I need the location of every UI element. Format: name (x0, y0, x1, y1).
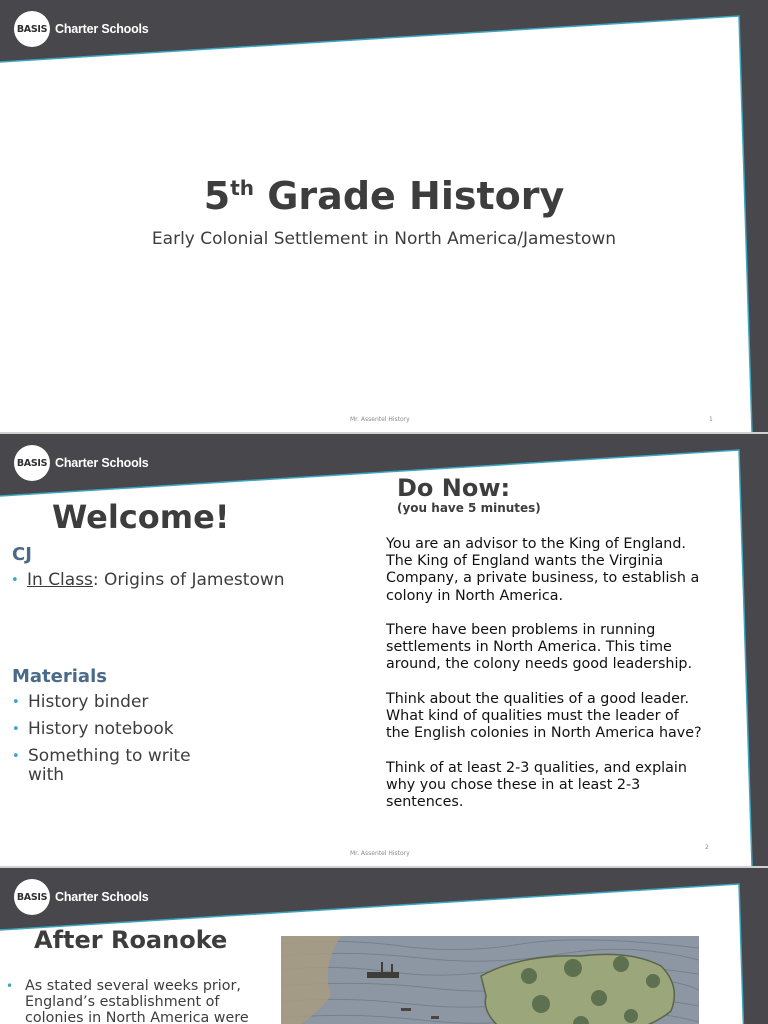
title-text: Grade History (254, 174, 565, 218)
material-label: History binder (28, 692, 149, 712)
prompt-paragraph-2 (386, 622, 726, 674)
footer-teacher: Mr. Assentel History (350, 850, 410, 857)
slide-title: After Roanoke (34, 926, 228, 954)
do-now-title: Do Now: (397, 474, 511, 502)
bullet-icon: • (12, 749, 20, 764)
bullet-line: England’s establishment of (25, 994, 220, 1010)
prompt-paragraph-1 (386, 536, 726, 605)
roanoke-bullet (25, 978, 265, 1024)
material-item (12, 746, 191, 766)
slide-subtitle: Early Colonial Settlement in North America/Jamestown (151, 229, 617, 249)
prompt-line: Think about the qualities of a good leader. (386, 691, 689, 707)
slide-3 (0, 868, 768, 1024)
in-class-label: In Class (27, 570, 93, 590)
prompt-line: You are an advisor to the King of England. (386, 536, 686, 552)
bullet-line: As stated several weeks prior, (25, 978, 241, 994)
prompt-line: What kind of qualities must the leader of (386, 708, 679, 725)
page-number: 2 (705, 844, 709, 851)
brand-name: Charter Schools (55, 890, 149, 904)
materials-heading: Materials (12, 666, 107, 687)
title-number: 5 (203, 174, 231, 218)
brand-name: Charter Schools (55, 456, 149, 470)
brand-logo (14, 878, 149, 916)
bullet-line: colonies in North America were (25, 1010, 249, 1024)
bullet-icon: • (12, 722, 20, 737)
prompt-line: why you chose these in at least 2-3 (386, 777, 641, 794)
material-item (12, 719, 174, 739)
prompt-line: Think of at least 2-3 qualities, and explain (386, 760, 687, 776)
prompt-line: There have been problems in running (386, 622, 656, 638)
prompt-paragraph-3 (386, 691, 726, 743)
basis-badge: BASIS (14, 445, 50, 481)
page-number: 1 (709, 416, 713, 423)
prompt-paragraph-4 (386, 760, 726, 812)
brand-logo (14, 10, 149, 48)
material-item-continued: with (28, 765, 65, 785)
basis-badge: BASIS (14, 11, 50, 47)
historic-map-image (281, 936, 699, 1024)
prompt-line: around, the colony needs good leadership. (386, 656, 693, 673)
slide-1 (0, 0, 768, 432)
prompt-line: The King of England wants the Virginia (386, 553, 664, 570)
bullet-icon: • (11, 573, 19, 588)
title-ordinal: th (230, 176, 255, 200)
do-now-subtitle: (you have 5 minutes) (397, 501, 541, 515)
prompt-line: the English colonies in North America have? (386, 725, 702, 742)
basis-badge: BASIS (14, 879, 50, 915)
prompt-line: Company, a private business, to establish a (386, 570, 700, 587)
bullet-icon: • (12, 695, 20, 710)
material-item (12, 692, 149, 712)
footer-teacher: Mr. Assentel History (350, 416, 410, 423)
welcome-heading: Welcome! (52, 498, 230, 536)
in-class-item (11, 570, 285, 590)
slide-2 (0, 434, 768, 866)
slide-title (0, 174, 768, 218)
material-label: History notebook (28, 719, 174, 739)
brand-name: Charter Schools (55, 22, 149, 36)
prompt-line: sentences. (386, 794, 464, 811)
cj-heading: CJ (12, 544, 32, 565)
bullet-icon: • (6, 979, 14, 993)
prompt-line: settlements in North America. This time (386, 639, 672, 656)
prompt-line: colony in North America. (386, 587, 564, 604)
in-class-text: : Origins of Jamestown (92, 570, 285, 590)
material-label: Something to write (28, 746, 191, 766)
brand-logo (14, 444, 149, 482)
